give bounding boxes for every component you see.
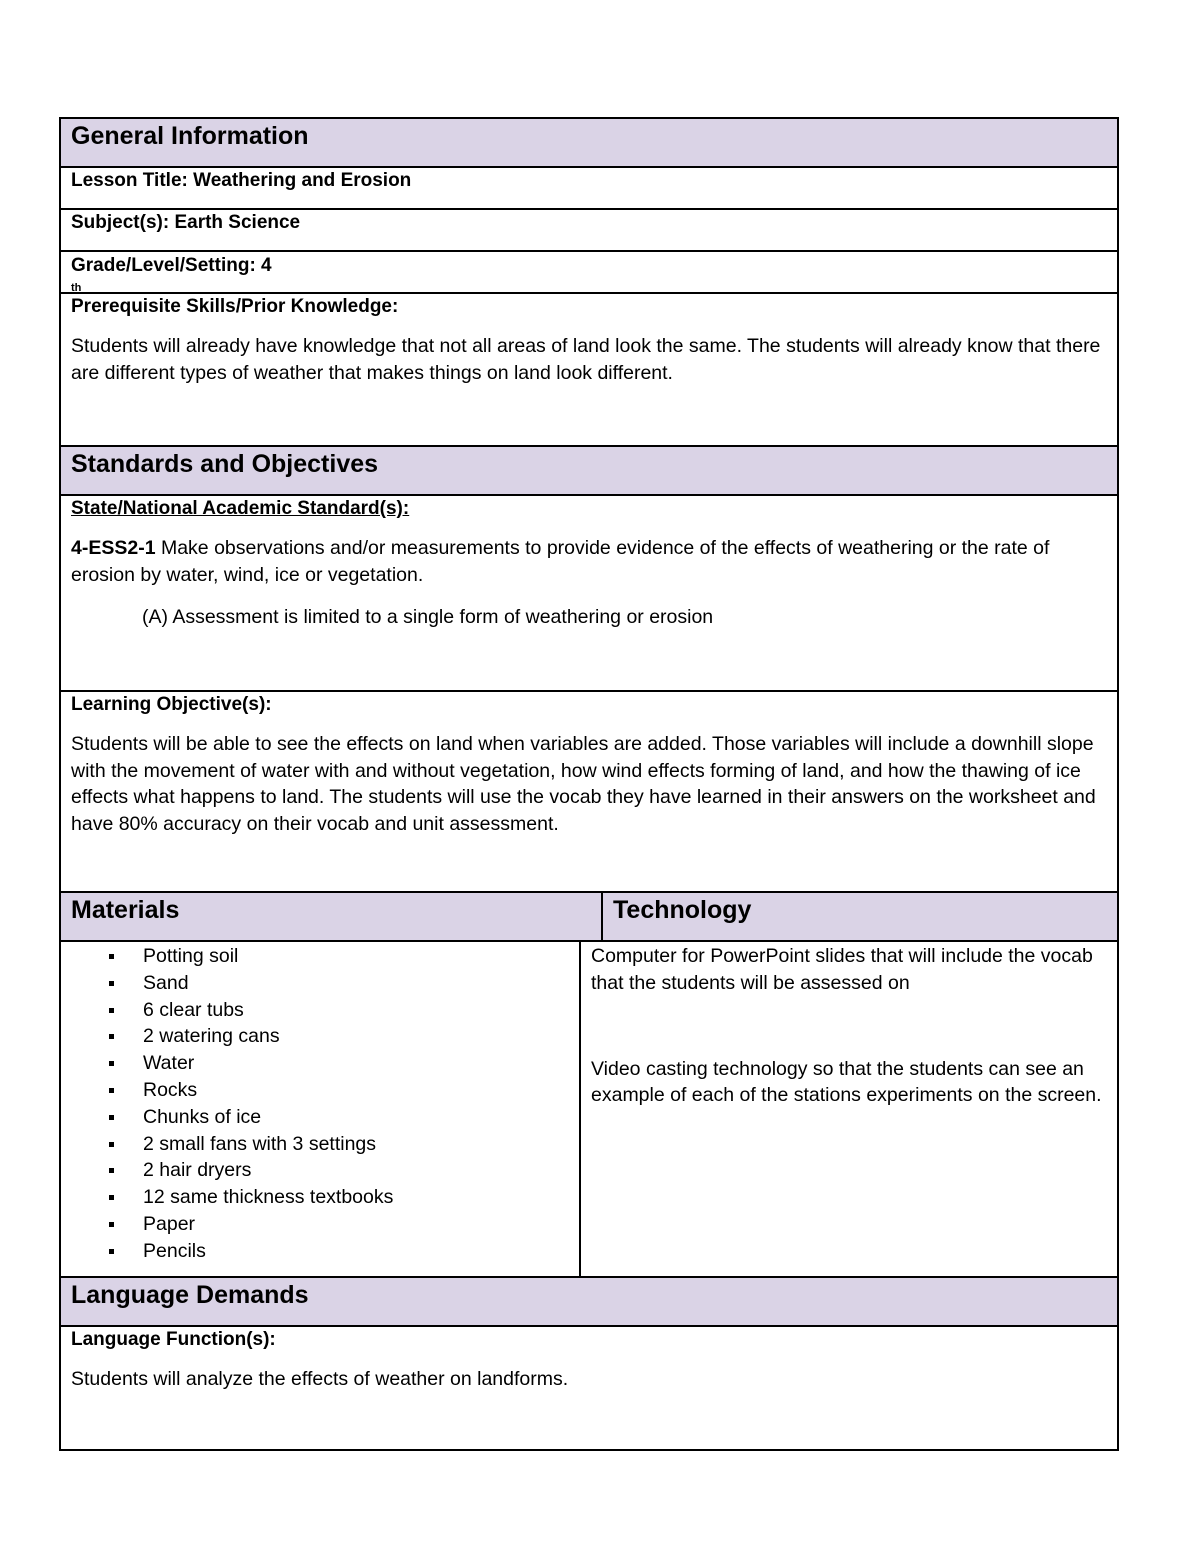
prerequisite-label: Prerequisite Skills/Prior Knowledge: [71, 296, 399, 317]
list-item: Rocks [109, 1077, 579, 1104]
grade-row [61, 252, 1117, 294]
subjects-row [61, 210, 1117, 252]
grade-superscript: th [71, 282, 82, 294]
materials-technology-header [61, 893, 1117, 942]
technology-item-computer: Computer for PowerPoint slides that will include the vocab that the students will be assessed on [591, 945, 1093, 994]
list-item: 12 same thickness textbooks [109, 1184, 579, 1211]
language-demands-title: Language Demands [71, 1281, 309, 1309]
language-function-row [61, 1327, 1117, 1449]
list-item: 2 watering cans [109, 1023, 579, 1050]
list-item: Chunks of ice [109, 1104, 579, 1131]
standard-description [71, 535, 1107, 589]
language-function-label: Language Function(s): [71, 1329, 276, 1350]
list-item: 2 hair dryers [109, 1157, 579, 1184]
subjects: Subject(s): Earth Science [71, 212, 301, 233]
technology-cell [581, 942, 1117, 1276]
list-item: 2 small fans with 3 settings [109, 1131, 579, 1158]
language-demands-header [61, 1278, 1117, 1327]
prerequisite-text: Students will already have knowledge that not all areas of land look the same. The students will already know that there are different types of weather that makes things on land look different. [71, 335, 1101, 384]
lesson-title: Lesson Title: Weathering and Erosion [71, 170, 412, 191]
materials-list [61, 942, 579, 1265]
learning-objectives-row [61, 692, 1117, 893]
general-information-title: General Information [71, 122, 309, 150]
learning-objectives-label: Learning Objective(s): [71, 694, 272, 715]
grade-label: Grade/Level/Setting: 4 [71, 255, 272, 276]
list-item: 6 clear tubs [109, 997, 579, 1024]
list-item: Water [109, 1050, 579, 1077]
list-item: Sand [109, 970, 579, 997]
prerequisite-row [61, 294, 1117, 447]
technology-item-video: Video casting technology so that the students can see an example of each of the stations experiments on the screen. [591, 1057, 1102, 1107]
list-item: Paper [109, 1211, 579, 1238]
general-information-header [61, 119, 1117, 168]
standards-objectives-title: Standards and Objectives [71, 450, 379, 478]
standard-code: 4-ESS2-1 [71, 537, 156, 559]
materials-header: Materials [61, 893, 603, 940]
standard-note: (A) Assessment is limited to a single form of weathering or erosion [142, 606, 714, 628]
lesson-plan-table [59, 117, 1119, 1451]
list-item: Pencils [109, 1238, 579, 1265]
standards-objectives-header [61, 447, 1117, 496]
language-function-text: Students will analyze the effects of weather on landforms. [71, 1368, 569, 1390]
list-item: Potting soil [109, 943, 579, 970]
standard-text: Make observations and/or measurements to provide evidence of the effects of weathering or the rate of erosion by water, wind, ice or vegetation. [71, 537, 1050, 586]
technology-header: Technology [613, 896, 752, 924]
materials-cell [61, 942, 581, 1276]
academic-standards-label: State/National Academic Standard(s): [71, 498, 410, 519]
materials-technology-row [61, 942, 1117, 1278]
academic-standards-row [61, 496, 1117, 692]
lesson-title-row [61, 168, 1117, 210]
learning-objectives-text: Students will be able to see the effects on land when variables are added. Those variables will include a downhill slope with the movement of water with and without vegetation, how wind effects forming of land, and how the thawing of ice effects what happens to land. The students will use the vocab they have learned in their answers on the worksheet and have 80% accuracy on their vocab and unit assessment. [71, 733, 1096, 835]
